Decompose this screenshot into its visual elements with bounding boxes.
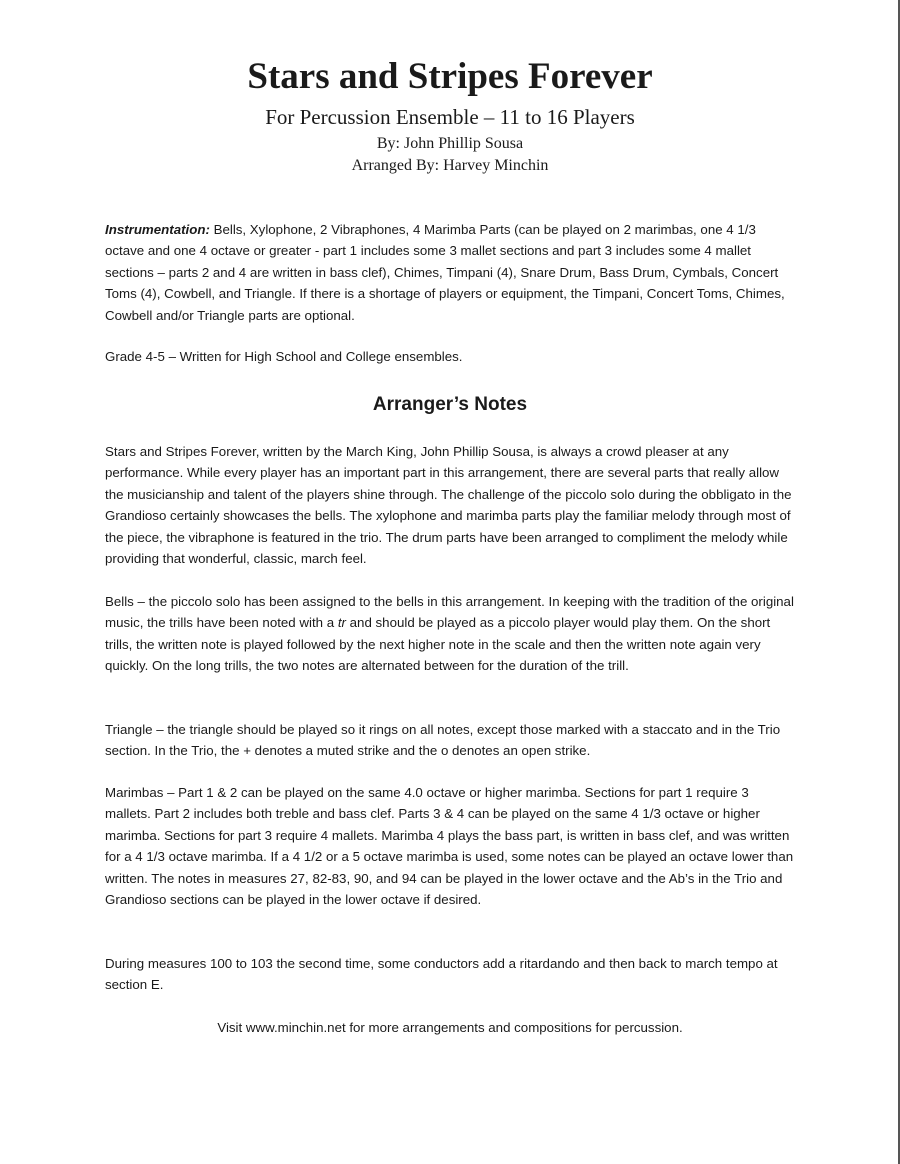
page-title: Stars and Stripes Forever	[247, 56, 653, 97]
page-subtitle: For Percussion Ensemble – 11 to 16 Players	[265, 105, 635, 129]
instrumentation-paragraph	[105, 219, 795, 326]
marimbas-paragraph: Marimbas – Part 1 & 2 can be played on the same 4.0 octave or higher marimba. Sections for part 1 require 3 mallets. Part 2 includes both treble and bass clef. Parts 3 & 4 can be played on the same 4 1/3 octave or higher marimba. Sections for part 3 require 4 mallets. Marimba 4 plays the bass part, is written in bass clef, and was written for a 4 1/3 octave marimba. If a 4 1/2 or a 5 octave marimba is used, some notes can be played an octave lower than written. The notes in measures 27, 82-83, 90, and 94 can be played in the lower octave and the Ab’s in the Trio and Grandioso sections can be played in the lower octave if desired.	[105, 785, 794, 908]
composer-credit: By: John Phillip Sousa	[376, 135, 524, 152]
bells-text-end: and should be played as a piccolo player would play them. On the short trills, the written note is played followed by the next higher note in the scale and then the written note again very quickly. On the long trills, the two notes are alternated between for the duration of the trill.	[105, 615, 771, 674]
arranger-credit: Arranged By: Harvey Minchin	[351, 157, 549, 174]
grade-paragraph: Grade 4-5 – Written for High School and College ensembles.	[105, 349, 463, 364]
measures-paragraph: During measures 100 to 103 the second time, some conductors add a ritardando and then back to march tempo at section E.	[105, 956, 778, 993]
website-footer: Visit www.minchin.net for more arrangements and compositions for percussion.	[217, 1020, 683, 1035]
arrangers-notes-heading: Arranger’s Notes	[372, 394, 528, 415]
bells-paragraph	[105, 591, 795, 677]
intro-paragraph: Stars and Stripes Forever, written by the March King, John Phillip Sousa, is always a crowd pleaser at any performance. While every player has an important part in this arrangement, there are several parts that really allow the musicianship and talent of the players shine through. The challenge of the piccolo solo during the obbligato in the Grandioso certainly showcases the bells. The xylophone and marimba parts play the familiar melody through most of the piece, the vibraphone is featured in the trio. The drum parts have been arranged to compliment the melody while providing that wonderful, classic, march feel.	[105, 444, 792, 567]
instrumentation-text: Bells, Xylophone, 2 Vibraphones, 4 Marimba Parts (can be played on 2 marimbas, one 4 1/3 octave and one 4 octave or greater - part 1 includes some 3 mallet sections and part 3 includes some 4 mallet sections – parts 2 and 4 are written in bass clef), Chimes, Timpani (4), Snare Drum, Bass Drum, Cymbals, Concert Toms (4), Cowbell, and Triangle. If there is a shortage of players or equipment, the Timpani, Concert Toms, Chimes, Cowbell and/or Triangle parts are optional.	[105, 222, 785, 323]
bells-text-start: Bells – the piccolo solo has been assigned to the bells in this arrangement. In keeping with the tradition of the original music, the trills have been noted with a	[105, 594, 794, 631]
instrumentation-label: Instrumentation:	[105, 222, 210, 237]
triangle-paragraph: Triangle – the triangle should be played so it rings on all notes, except those marked with a staccato and in the Trio section. In the Trio, the + denotes a muted strike and the o denotes an open strike.	[105, 722, 781, 759]
trill-marking: tr	[337, 615, 346, 631]
